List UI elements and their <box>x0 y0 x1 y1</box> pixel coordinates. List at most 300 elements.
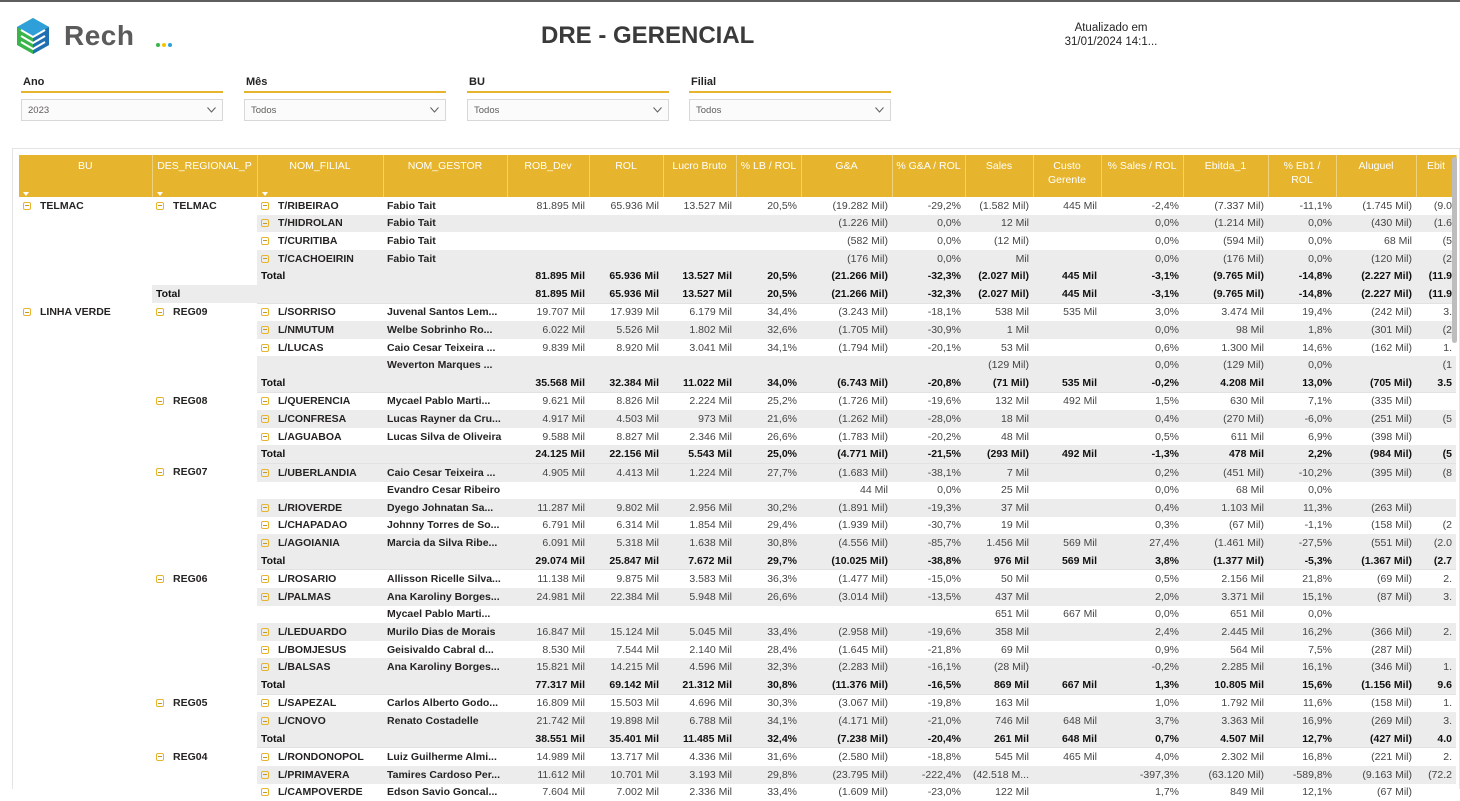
cell-value <box>1033 356 1101 374</box>
cell-bu <box>19 552 152 570</box>
cell-value <box>1101 570 1183 588</box>
collapse-icon[interactable] <box>23 308 31 316</box>
cell-regional <box>152 285 257 303</box>
cell-value <box>736 766 801 784</box>
cell-value-text: (6.743 Mil) <box>837 376 888 389</box>
cell-value <box>507 374 589 392</box>
cell-value <box>736 570 801 588</box>
cell-value-text: (1.6 <box>1433 217 1452 230</box>
collapse-icon[interactable] <box>261 433 269 441</box>
cell-value <box>801 748 892 766</box>
cell-value <box>736 215 801 233</box>
column-header[interactable] <box>1101 155 1183 197</box>
cell-value-text: (1.609 Mil) <box>838 786 888 799</box>
cell-value <box>965 339 1033 357</box>
cell-gestor <box>383 428 507 446</box>
cell-regional <box>152 267 257 285</box>
collapse-icon[interactable] <box>261 593 269 601</box>
column-header[interactable] <box>801 155 892 197</box>
vertical-scrollbar[interactable] <box>1452 157 1457 343</box>
cell-value <box>801 658 892 676</box>
cell-value <box>801 250 892 268</box>
cell-gestor-text: Lucas Rayner da Cru... <box>387 412 501 425</box>
cell-value <box>801 339 892 357</box>
cell-value <box>1416 197 1456 215</box>
cell-filial <box>257 588 383 606</box>
cell-value <box>1101 748 1183 766</box>
cell-value <box>801 410 892 428</box>
cell-value-text: 11.022 Mil <box>682 376 732 389</box>
collapse-icon[interactable] <box>261 308 269 316</box>
cell-value <box>892 588 965 606</box>
cell-value <box>589 482 663 500</box>
cell-value <box>1101 410 1183 428</box>
collapse-icon[interactable] <box>156 202 164 210</box>
cell-value <box>1336 552 1416 570</box>
collapse-icon[interactable] <box>261 646 269 654</box>
collapse-icon[interactable] <box>261 663 269 671</box>
cell-value <box>892 321 965 339</box>
cell-value <box>801 428 892 446</box>
cell-value-text: -14,8% <box>1298 270 1332 283</box>
cell-gestor <box>383 623 507 641</box>
cell-value <box>1033 267 1101 285</box>
cell-value-text: 2.140 Mil <box>689 643 732 656</box>
cell-gestor-text: Fabio Tait <box>387 217 436 230</box>
cell-bu <box>19 250 152 268</box>
cell-regional <box>152 410 257 428</box>
cell-value-text: 14.215 Mil <box>610 661 659 674</box>
collapse-icon[interactable] <box>261 255 269 263</box>
cell-gestor <box>383 784 507 801</box>
cell-value-text: (11.376 Mil) <box>831 678 888 691</box>
cell-value <box>736 676 801 694</box>
collapse-icon[interactable] <box>156 397 164 405</box>
cell-value <box>1183 445 1268 463</box>
column-header[interactable] <box>663 155 736 197</box>
cell-value-text: 65.936 Mil <box>609 287 659 300</box>
cell-value-text: (293 Mil) <box>986 448 1029 461</box>
cell-value <box>801 499 892 517</box>
collapse-icon[interactable] <box>156 308 164 316</box>
cell-value <box>507 445 589 463</box>
column-header[interactable] <box>507 155 589 197</box>
cell-value-text: 10.701 Mil <box>610 768 659 781</box>
cell-value <box>1101 356 1183 374</box>
cell-regional <box>152 641 257 659</box>
collapse-icon[interactable] <box>23 202 31 210</box>
cell-value-text: 976 Mil <box>993 554 1029 567</box>
cell-value-text: -3,1% <box>1151 270 1179 283</box>
collapse-icon[interactable] <box>156 575 164 583</box>
slicer-filial <box>689 76 891 121</box>
cell-value-text: (398 Mil) <box>1371 430 1412 443</box>
cell-value-text: (2.580 Mil) <box>838 751 888 764</box>
cell-regional <box>152 517 257 535</box>
cell-value <box>736 694 801 712</box>
cell-value <box>1033 339 1101 357</box>
cell-regional <box>152 392 257 410</box>
cell-value-text: 1. <box>1443 661 1452 674</box>
cell-value <box>507 748 589 766</box>
cell-value-text: -6,0% <box>1304 412 1332 425</box>
cell-filial <box>257 517 383 535</box>
cell-value <box>1336 730 1416 748</box>
slicer-filial-value: Todos <box>696 105 722 116</box>
collapse-icon[interactable] <box>261 415 269 423</box>
slicer-ano-dropdown[interactable] <box>21 99 223 121</box>
cell-value <box>589 445 663 463</box>
cell-value <box>1336 197 1416 215</box>
collapse-icon[interactable] <box>261 219 269 227</box>
cell-value <box>892 784 965 801</box>
cell-gestor <box>383 267 507 285</box>
cell-bu <box>19 463 152 481</box>
cell-gestor-text: Luiz Guilherme Almi... <box>387 751 497 764</box>
cell-value <box>1268 215 1336 233</box>
cell-value <box>1268 356 1336 374</box>
cell-gestor <box>383 339 507 357</box>
collapse-icon[interactable] <box>156 468 164 476</box>
cell-value <box>1336 534 1416 552</box>
slicer-bu <box>467 76 669 121</box>
slicer-mes <box>244 76 446 121</box>
slicer-bu-dropdown[interactable] <box>467 99 669 121</box>
cell-value <box>892 482 965 500</box>
sort-arrow-icon[interactable] <box>23 192 29 196</box>
cell-value-text: (1.683 Mil) <box>838 466 888 479</box>
collapse-icon[interactable] <box>261 469 269 477</box>
cell-value <box>663 303 736 321</box>
cell-filial-text: L/CONFRESA <box>278 412 347 425</box>
column-header[interactable] <box>383 155 507 197</box>
column-header[interactable] <box>965 155 1033 197</box>
cell-value-text: -222,4% <box>921 768 961 781</box>
table-row <box>19 623 1456 641</box>
cell-value <box>589 499 663 517</box>
column-header[interactable] <box>1268 155 1336 197</box>
collapse-icon[interactable] <box>261 237 269 245</box>
cell-value-text: (67 Mil) <box>1228 519 1264 532</box>
column-header[interactable] <box>736 155 801 197</box>
cell-value <box>1268 482 1336 500</box>
cell-value-text: -13,5% <box>927 590 961 603</box>
cell-bu <box>19 623 152 641</box>
cell-value <box>965 623 1033 641</box>
cell-regional-text: REG04 <box>173 750 208 763</box>
column-header[interactable] <box>589 155 663 197</box>
collapse-icon[interactable] <box>261 699 269 707</box>
cell-gestor <box>383 499 507 517</box>
cell-value-text: -23,0% <box>927 786 961 799</box>
cell-value-text: 0,0% <box>1308 217 1332 230</box>
cell-filial-text: Total <box>261 554 286 567</box>
cell-value-text: 0,9% <box>1155 643 1179 656</box>
cell-value-text: (67 Mil) <box>1376 786 1412 799</box>
collapse-icon[interactable] <box>261 628 269 636</box>
cell-value <box>1336 303 1416 321</box>
cell-value <box>1268 303 1336 321</box>
column-header-label: Lucro Bruto <box>672 160 727 172</box>
cell-value-text: 15.503 Mil <box>610 697 659 710</box>
cell-value-text: (251 Mil) <box>1371 412 1412 425</box>
cell-value-text: 465 Mil <box>1063 751 1097 764</box>
collapse-icon[interactable] <box>156 753 164 761</box>
cell-gestor-text: Mycael Pablo Marti... <box>387 395 491 408</box>
cell-bu <box>19 410 152 428</box>
table-row <box>19 517 1456 535</box>
cell-value-text: 12,7% <box>1302 732 1332 745</box>
cell-value <box>965 285 1033 303</box>
cell-value-text: 4,0% <box>1155 751 1179 764</box>
sort-arrow-icon[interactable] <box>262 192 268 196</box>
cell-value-text: (2.958 Mil) <box>838 626 888 639</box>
cell-value <box>1416 356 1456 374</box>
cell-value-text: -5,3% <box>1304 554 1332 567</box>
cell-value <box>1416 641 1456 659</box>
cell-value <box>1336 606 1416 624</box>
column-header[interactable] <box>1416 155 1456 197</box>
column-header[interactable] <box>257 155 383 197</box>
cell-value <box>965 517 1033 535</box>
table-row <box>19 392 1456 410</box>
cell-value-text: 13.527 Mil <box>682 270 732 283</box>
cell-value <box>507 482 589 500</box>
cell-bu <box>19 267 152 285</box>
cell-filial <box>257 445 383 463</box>
collapse-icon[interactable] <box>261 504 269 512</box>
cell-value-text: 2.346 Mil <box>689 430 732 443</box>
cell-gestor-text: Dyego Johnatan Sa... <box>387 501 494 514</box>
cell-value <box>663 694 736 712</box>
cell-value <box>801 463 892 481</box>
cell-value-text: 535 Mil <box>1061 376 1097 389</box>
collapse-icon[interactable] <box>261 539 269 547</box>
collapse-icon[interactable] <box>261 344 269 352</box>
cell-filial-text: L/CHAPADAO <box>278 519 348 532</box>
cell-value-text: 648 Mil <box>1063 715 1097 728</box>
cell-value-text: 0,7% <box>1155 732 1179 745</box>
cell-value <box>1183 730 1268 748</box>
cell-value <box>892 570 965 588</box>
cell-value-text: 7 Mil <box>1006 466 1029 479</box>
cell-value <box>1268 267 1336 285</box>
cell-value-text: (10.025 Mil) <box>831 554 888 567</box>
cell-value-text: 261 Mil <box>993 732 1029 745</box>
cell-value-text: (346 Mil) <box>1371 661 1412 674</box>
cell-value-text: 492 Mil <box>1063 395 1097 408</box>
cell-value <box>736 428 801 446</box>
cell-filial-text: L/NMUTUM <box>278 323 334 336</box>
cell-value <box>1183 303 1268 321</box>
cell-value-text: (594 Mil) <box>1223 234 1264 247</box>
cell-value-text: (87 Mil) <box>1376 590 1412 603</box>
cell-value-text: 10.805 Mil <box>1214 678 1264 691</box>
cell-filial <box>257 606 383 624</box>
collapse-icon[interactable] <box>261 202 269 210</box>
cell-value <box>1033 606 1101 624</box>
table-row <box>19 197 1456 215</box>
cell-value <box>589 517 663 535</box>
cell-value <box>507 428 589 446</box>
cell-bu <box>19 428 152 446</box>
cell-value-text: -3,1% <box>1151 287 1179 300</box>
cell-value-text: 7.672 Mil <box>688 554 732 567</box>
cell-gestor <box>383 356 507 374</box>
cell-value-text: 6.022 Mil <box>542 323 585 336</box>
cell-value-text: -19,6% <box>927 395 961 408</box>
cell-value <box>1268 534 1336 552</box>
cell-filial <box>257 321 383 339</box>
cell-value-text: 2.336 Mil <box>689 786 732 799</box>
cell-value <box>1101 712 1183 730</box>
cell-value <box>1336 215 1416 233</box>
cell-value <box>663 588 736 606</box>
cell-value <box>1033 250 1101 268</box>
cell-value-text: (2.027 Mil) <box>978 270 1029 283</box>
cell-value-text: (4.556 Mil) <box>838 537 888 550</box>
sort-arrow-icon[interactable] <box>157 192 163 196</box>
cell-value-text: 2.956 Mil <box>689 501 732 514</box>
collapse-icon[interactable] <box>261 326 269 334</box>
column-header[interactable] <box>1336 155 1416 197</box>
column-header[interactable] <box>1183 155 1268 197</box>
column-header-label: G&A <box>835 160 858 172</box>
cell-regional <box>152 499 257 517</box>
cell-gestor-text: Fabio Tait <box>387 252 436 265</box>
cell-value-text: 0,4% <box>1155 412 1179 425</box>
cell-value-text: (1.367 Mil) <box>1361 554 1412 567</box>
cell-value <box>965 250 1033 268</box>
table-row <box>19 694 1456 712</box>
cell-value <box>663 570 736 588</box>
cell-value <box>1416 552 1456 570</box>
cell-gestor <box>383 570 507 588</box>
cell-value-text: 15,1% <box>1302 590 1332 603</box>
cell-value <box>892 250 965 268</box>
cell-value-text: 15.821 Mil <box>536 661 585 674</box>
cell-value-text: (2.227 Mil) <box>1361 270 1412 283</box>
cell-filial-text: L/RONDONOPOL <box>278 751 364 764</box>
cell-filial <box>257 303 383 321</box>
collapse-icon[interactable] <box>261 397 269 405</box>
cell-filial-text: Total <box>261 270 286 283</box>
cell-value-text: (9.765 Mil) <box>1213 287 1264 300</box>
cell-gestor-text: Murilo Dias de Morais <box>387 626 496 639</box>
cell-value <box>965 606 1033 624</box>
cell-value <box>736 197 801 215</box>
cell-value <box>1183 784 1268 801</box>
cell-value <box>1416 321 1456 339</box>
cell-value-text: 2.285 Mil <box>1221 661 1264 674</box>
collapse-icon[interactable] <box>261 717 269 725</box>
cell-value-text: 0,5% <box>1155 430 1179 443</box>
cell-value-text: 44 Mil <box>859 484 888 497</box>
column-header[interactable] <box>1033 155 1101 197</box>
cell-value <box>1101 428 1183 446</box>
cell-gestor <box>383 694 507 712</box>
cell-value-text: (2.7 <box>1433 554 1452 567</box>
cell-value-text: (1.726 Mil) <box>838 395 888 408</box>
cell-value-text: -21,8% <box>927 643 961 656</box>
cell-value <box>589 588 663 606</box>
cell-value-text: (4.171 Mil) <box>838 715 888 728</box>
cell-gestor <box>383 641 507 659</box>
collapse-icon[interactable] <box>261 521 269 529</box>
cell-value <box>1033 676 1101 694</box>
cell-value <box>663 463 736 481</box>
cell-value <box>1416 676 1456 694</box>
cell-bu <box>19 285 152 303</box>
table-row <box>19 748 1456 766</box>
cell-value <box>663 215 736 233</box>
collapse-icon[interactable] <box>261 771 269 779</box>
table-row <box>19 784 1456 801</box>
collapse-icon[interactable] <box>261 575 269 583</box>
cell-value <box>1033 445 1101 463</box>
cell-value <box>965 766 1033 784</box>
cell-value <box>1268 658 1336 676</box>
cell-value <box>1336 374 1416 392</box>
cell-value <box>1336 588 1416 606</box>
cell-value <box>736 356 801 374</box>
cell-value <box>1101 250 1183 268</box>
column-header-label: % Eb1 / ROL <box>1283 160 1321 186</box>
cell-value <box>1033 748 1101 766</box>
cell-value-text: 667 Mil <box>1061 678 1097 691</box>
cell-value <box>663 232 736 250</box>
cell-value-text: 8.920 Mil <box>616 341 659 354</box>
cell-value <box>1033 232 1101 250</box>
cell-value <box>1268 784 1336 801</box>
cell-value-text: -589,8% <box>1292 768 1332 781</box>
cell-value <box>1336 428 1416 446</box>
cell-value-text: 11,3% <box>1303 501 1332 514</box>
collapse-icon[interactable] <box>156 699 164 707</box>
column-header[interactable] <box>892 155 965 197</box>
cell-gestor <box>383 250 507 268</box>
cell-value-text: (3.014 Mil) <box>838 590 888 603</box>
cell-value-text: 16,9% <box>1302 715 1332 728</box>
updated-value: 31/01/2024 14:1... <box>1064 36 1158 48</box>
cell-value-text: 68 Mil <box>1383 234 1412 247</box>
cell-value-text: (242 Mil) <box>1371 306 1412 319</box>
collapse-icon[interactable] <box>261 753 269 761</box>
cell-filial-text: L/BOMJESUS <box>278 643 347 656</box>
cell-value-text: (129 Mil) <box>1223 359 1264 372</box>
cell-gestor-text: Juvenal Santos Lem... <box>387 306 498 319</box>
column-header[interactable] <box>152 155 257 197</box>
cell-value <box>1033 215 1101 233</box>
column-header[interactable] <box>19 155 152 197</box>
cell-value-text: 65.936 Mil <box>609 270 659 283</box>
cell-gestor <box>383 534 507 552</box>
cell-filial <box>257 197 383 215</box>
slicer-mes-dropdown[interactable] <box>244 99 446 121</box>
cell-value <box>507 534 589 552</box>
cell-value <box>1336 570 1416 588</box>
collapse-icon[interactable] <box>261 788 269 796</box>
slicer-filial-dropdown[interactable] <box>689 99 891 121</box>
slicer-ano-label: Ano <box>23 76 45 88</box>
cell-value <box>1336 410 1416 428</box>
cell-value-text: 21,8% <box>1302 573 1332 586</box>
cell-value <box>965 588 1033 606</box>
cell-value <box>736 623 801 641</box>
cell-gestor <box>383 463 507 481</box>
cell-value-text: 445 Mil <box>1061 270 1097 283</box>
cell-value <box>1101 499 1183 517</box>
